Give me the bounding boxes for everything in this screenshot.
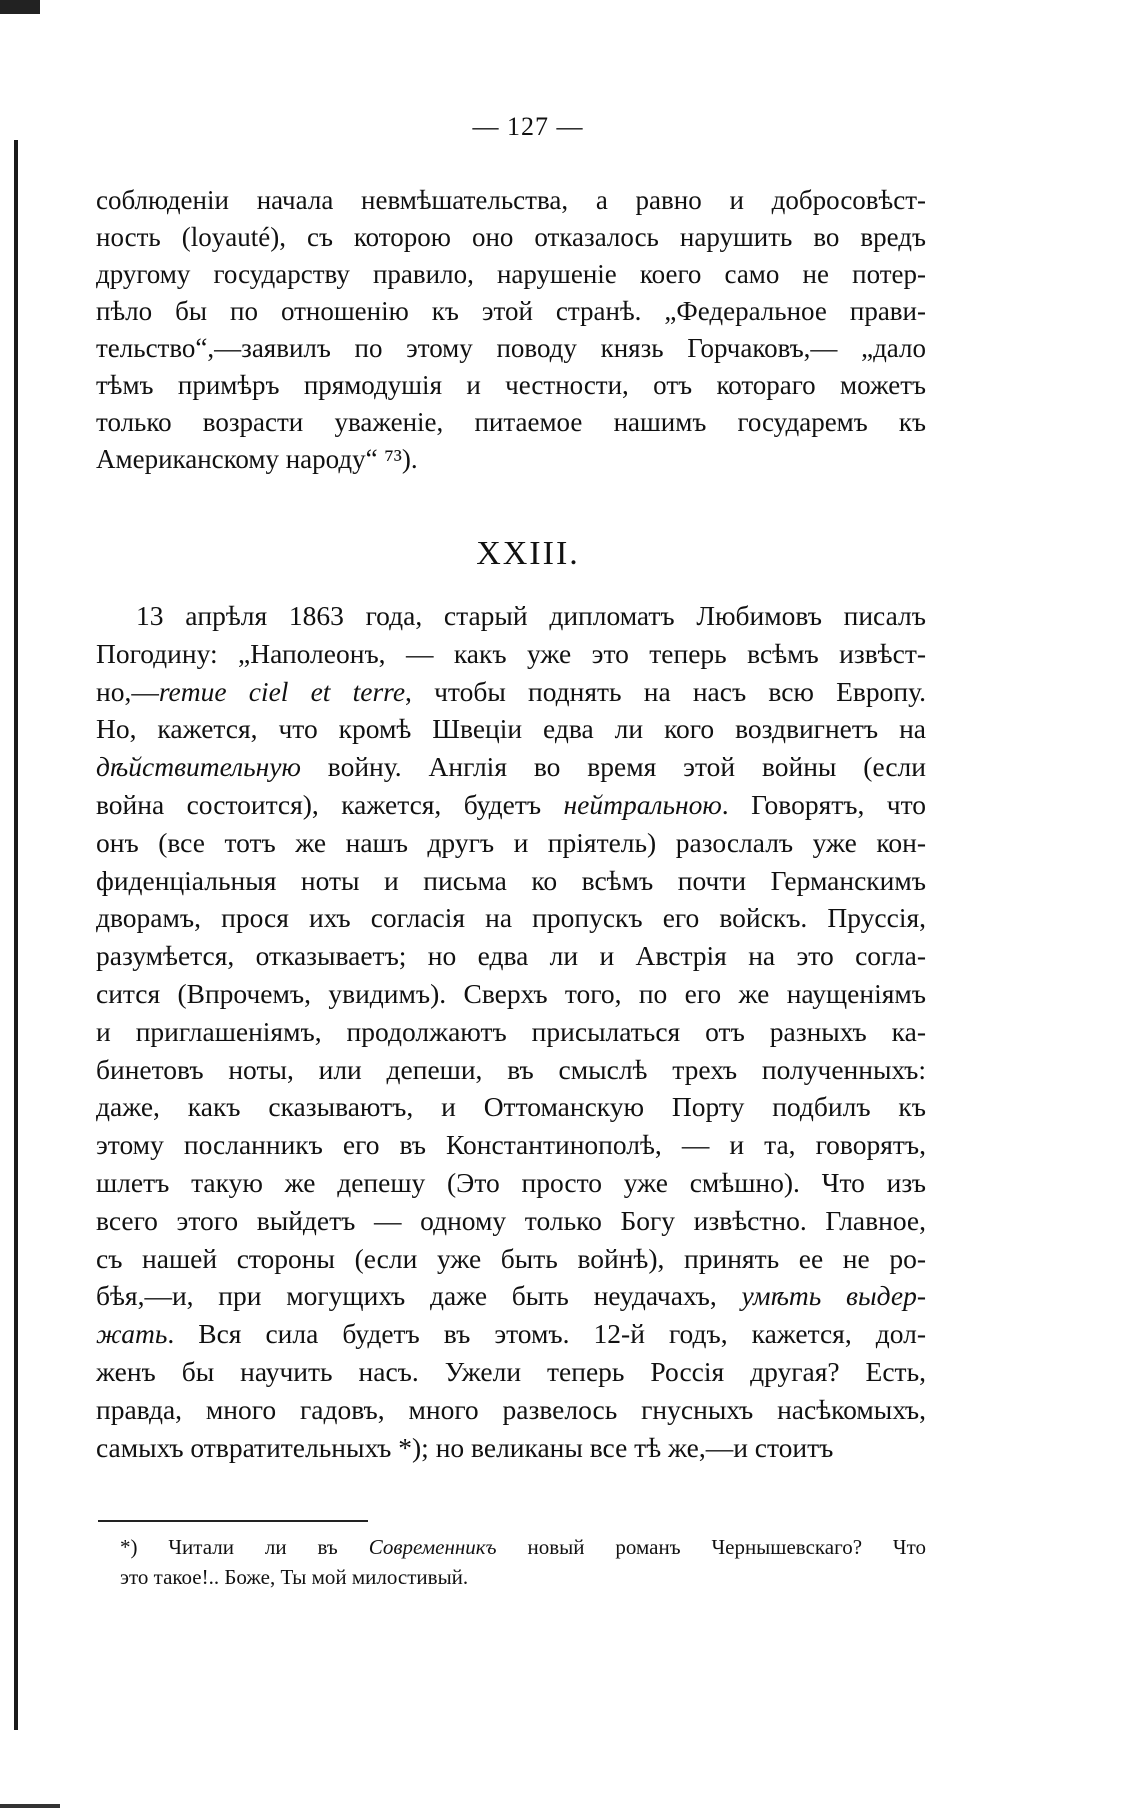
text-line: тѣмъ примѣръ прямодушія и честности, отъ котораго можетъ (96, 370, 926, 400)
text-line: 13 aпрѣля 1863 года, старый дипломатъ Любимовъ писалъ (136, 600, 926, 631)
text-line: сится (Впрочемъ, увидимъ). Сверхъ того, по его же наущеніямъ (96, 977, 926, 1009)
text-run: новый романъ Чернышевскаго? Что (496, 1535, 926, 1559)
text-run: . Вся сила будетъ въ этомъ. 12-й годъ, кажется, дол- (167, 1318, 926, 1350)
text-line: Но, кажется, что кромѣ Швеціи едва ли кого воздвигнетъ на (96, 713, 926, 745)
text-line: съ нашей стороны (если уже быть войнѣ), принять ее не ро- (96, 1242, 926, 1274)
text-line (96, 673, 926, 711)
scan-artifact (0, 0, 40, 14)
text-line (96, 1277, 926, 1315)
italic-run: жать (96, 1318, 168, 1350)
top-paragraph (96, 182, 926, 478)
text-line: Американскому народу“ ⁷³). (96, 444, 418, 474)
text-run: войну. Англія во время этой войны (если (300, 751, 926, 783)
text-run: но,— (96, 675, 159, 707)
text-line: пѣло бы по отношенію къ этой странѣ. „Федеральное прави- (96, 296, 926, 326)
text-line: ность (loyauté), съ которою оно отказалось нарушить во вредъ (96, 222, 926, 252)
text-line: тельство“,—заявилъ по этому поводу князь Горчаковъ,— „дало (96, 333, 926, 363)
text-line: разумѣется, отказываетъ; но едва ли и Австрія на это согла- (96, 940, 926, 972)
scan-edge (14, 140, 18, 1730)
text-line (96, 748, 926, 786)
text-run: . Говорятъ, что (721, 788, 927, 820)
text-line: бинетовъ ноты, или депеши, въ смыслѣ трехъ полученныхъ: (96, 1053, 926, 1085)
text-line: соблюденіи начала невмѣшательства, а равно и добросовѣст- (96, 185, 926, 215)
footnote (120, 1532, 926, 1592)
text-line: другому государству правило, нарушеніе коего само не потер- (96, 259, 926, 289)
text-run: , чтобы поднять на насъ всю Европу. (405, 675, 926, 707)
text-line: и приглашеніямъ, продолжаютъ присылаться отъ разныхъ ка- (96, 1015, 926, 1047)
scan-artifact (0, 1804, 60, 1808)
text-line: шлетъ такую же депешу (Это просто уже смѣшно). Что изъ (96, 1166, 926, 1198)
text-line: онъ (все тотъ же нашъ другъ и пріятель) разослалъ уже кон- (96, 826, 926, 858)
text-line: женъ бы научить насъ. Ужели теперь Россія другая? Есть, (96, 1355, 926, 1387)
italic-run: нейтральною (563, 788, 722, 820)
text-run: бѣя,—и, при могущихъ даже быть неудачахъ, (96, 1280, 742, 1312)
text-line: всего этого выйдетъ — одному только Богу извѣстно. Главное, (96, 1204, 926, 1236)
text-line: Погодину: „Наполеонъ, — какъ уже это теперь всѣмъ извѣст- (96, 637, 926, 669)
text-line: только возрасти уваженіе, питаемое нашимъ государемъ къ (96, 407, 926, 437)
main-paragraph (96, 597, 926, 1466)
text-line: самыхъ отвратительныхъ *); но великаны все тѣ же,—и стоитъ (96, 1431, 834, 1463)
text-line: правда, много гадовъ, много развелось гнусныхъ насѣкомыхъ, (96, 1393, 926, 1425)
text-line (120, 1532, 926, 1562)
text-line: это такое!.. Боже, Ты мой милостивый. (120, 1565, 469, 1589)
text-line: даже, какъ сказываютъ, и Оттоманскую Порту подбилъ къ (96, 1091, 926, 1123)
footnote-divider (98, 1520, 368, 1522)
text-line: дворамъ, прося ихъ согласія на пропускъ его войскъ. Пруссія, (96, 902, 926, 934)
italic-run: дѣйствительную (96, 751, 301, 783)
italic-run: remue ciel et terre (158, 675, 406, 707)
text-line: этому посланникъ его въ Константинополѣ, — и та, говорятъ, (96, 1129, 926, 1161)
section-title: XXIII. (476, 535, 580, 572)
text-line (96, 786, 926, 824)
text-run: *) Читали ли въ (120, 1535, 369, 1559)
italic-run: умѣть выдер- (741, 1280, 926, 1312)
italic-run: Современникъ (368, 1535, 497, 1559)
text-line (96, 1315, 926, 1353)
text-run: война состоится), кажется, будетъ (96, 788, 564, 820)
text-line: фиденціальныя ноты и письма ко всѣмъ почти Германскимъ (96, 864, 926, 896)
page-number: — 127 — (472, 112, 584, 141)
